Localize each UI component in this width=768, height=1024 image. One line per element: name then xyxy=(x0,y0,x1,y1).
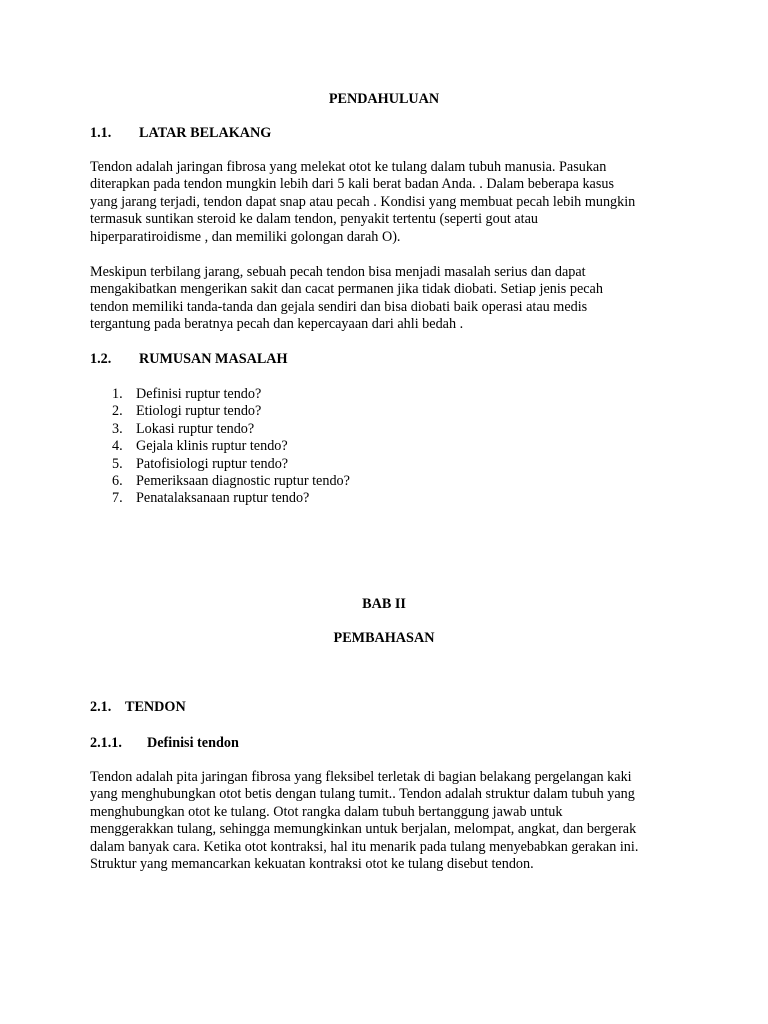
paragraph-latar-belakang-1 xyxy=(90,159,680,246)
list-item xyxy=(0,490,768,507)
paragraph-definisi-tendon xyxy=(90,769,680,873)
section-number: 1.1. xyxy=(90,125,112,141)
list-item-number: 3. xyxy=(112,420,123,437)
paragraph-line: diterapkan pada tendon mungkin lebih dari 5 kali berat badan Anda. . Dalam beberapa kasus xyxy=(90,176,614,193)
paragraph-line: yang jarang terjadi, tendon dapat snap atau pecah . Kondisi yang membuat pecah lebih mungkin xyxy=(90,193,636,210)
section-title: Definisi tendon xyxy=(147,735,239,751)
rumusan-masalah-list xyxy=(0,386,768,508)
list-item-text: Gejala klinis ruptur tendo? xyxy=(136,438,288,455)
list-item xyxy=(0,473,768,490)
list-item-number: 7. xyxy=(112,490,123,507)
paragraph-line: mengakibatkan mengerikan sakit dan cacat permanen jika tidak diobati. Setiap jenis pecah xyxy=(90,281,603,298)
list-item xyxy=(0,421,768,438)
chapter-title: PEMBAHASAN xyxy=(333,630,435,646)
section-number: 2.1. xyxy=(90,699,112,715)
paragraph-line: menggerakkan tulang, sehingga memungkinkan untuk berjalan, melompat, angkat, dan bergerak xyxy=(90,821,637,838)
list-item-text: Penatalaksanaan ruptur tendo? xyxy=(136,490,310,507)
paragraph-latar-belakang-2 xyxy=(90,264,680,334)
paragraph-line: tendon memiliki tanda-tanda dan gejala sendiri dan bisa diobati baik operasi atau medis xyxy=(90,298,588,315)
list-item-text: Patofisiologi ruptur tendo? xyxy=(136,455,289,472)
paragraph-line: tergantung pada beratnya pecah dan kepercayaan dari ahli bedah . xyxy=(90,316,464,333)
section-title: RUMUSAN MASALAH xyxy=(139,351,288,367)
section-number: 2.1.1. xyxy=(90,735,122,751)
section-title: TENDON xyxy=(125,699,186,715)
chapter-label: BAB II xyxy=(362,596,406,612)
paragraph-line: termasuk suntikan steroid ke dalam tendon, penyakit tertentu (seperti gout atau xyxy=(90,211,538,228)
list-item-number: 1. xyxy=(112,386,123,402)
paragraph-line: Tendon adalah jaringan fibrosa yang melekat otot ke tulang dalam tubuh manusia. Pasukan xyxy=(90,159,607,175)
section-number: 1.2. xyxy=(90,351,112,367)
section-title: LATAR BELAKANG xyxy=(139,125,272,141)
list-item-number: 6. xyxy=(112,472,123,489)
list-item-text: Pemeriksaan diagnostic ruptur tendo? xyxy=(136,472,350,489)
paragraph-line: Struktur yang memancarkan kekuatan kontraksi otot ke tulang disebut tendon. xyxy=(90,856,534,873)
paragraph-line: yang menghubungkan otot betis dengan tulang tumit.. Tendon adalah struktur dalam tubuh yang xyxy=(90,786,635,803)
list-item xyxy=(0,438,768,455)
list-item xyxy=(0,386,768,403)
list-item-text: Etiologi ruptur tendo? xyxy=(136,403,262,420)
paragraph-line: menghubungkan otot ke tulang. Otot rangka dalam tubuh bertanggung jawab untuk xyxy=(90,803,563,820)
list-item-number: 5. xyxy=(112,455,123,472)
paragraph-line: Meskipun terbilang jarang, sebuah pecah tendon bisa menjadi masalah serius dan dapat xyxy=(90,264,586,280)
paragraph-line: hiperparatiroidisme , dan memiliki golongan darah O). xyxy=(90,228,401,245)
paragraph-line: Tendon adalah pita jaringan fibrosa yang fleksibel terletak di bagian belakang pergelangan kaki xyxy=(90,769,632,785)
list-item-text: Lokasi ruptur tendo? xyxy=(136,420,255,437)
document-title: PENDAHULUAN xyxy=(328,91,440,107)
list-item-number: 2. xyxy=(112,403,123,420)
list-item xyxy=(0,456,768,473)
list-item-text: Definisi ruptur tendo? xyxy=(136,386,262,402)
list-item-number: 4. xyxy=(112,438,123,455)
paragraph-line: dalam banyak cara. Ketika otot kontraksi, hal itu menarik pada tulang menyebabkan gerakan ini. xyxy=(90,838,639,855)
list-item xyxy=(0,403,768,420)
